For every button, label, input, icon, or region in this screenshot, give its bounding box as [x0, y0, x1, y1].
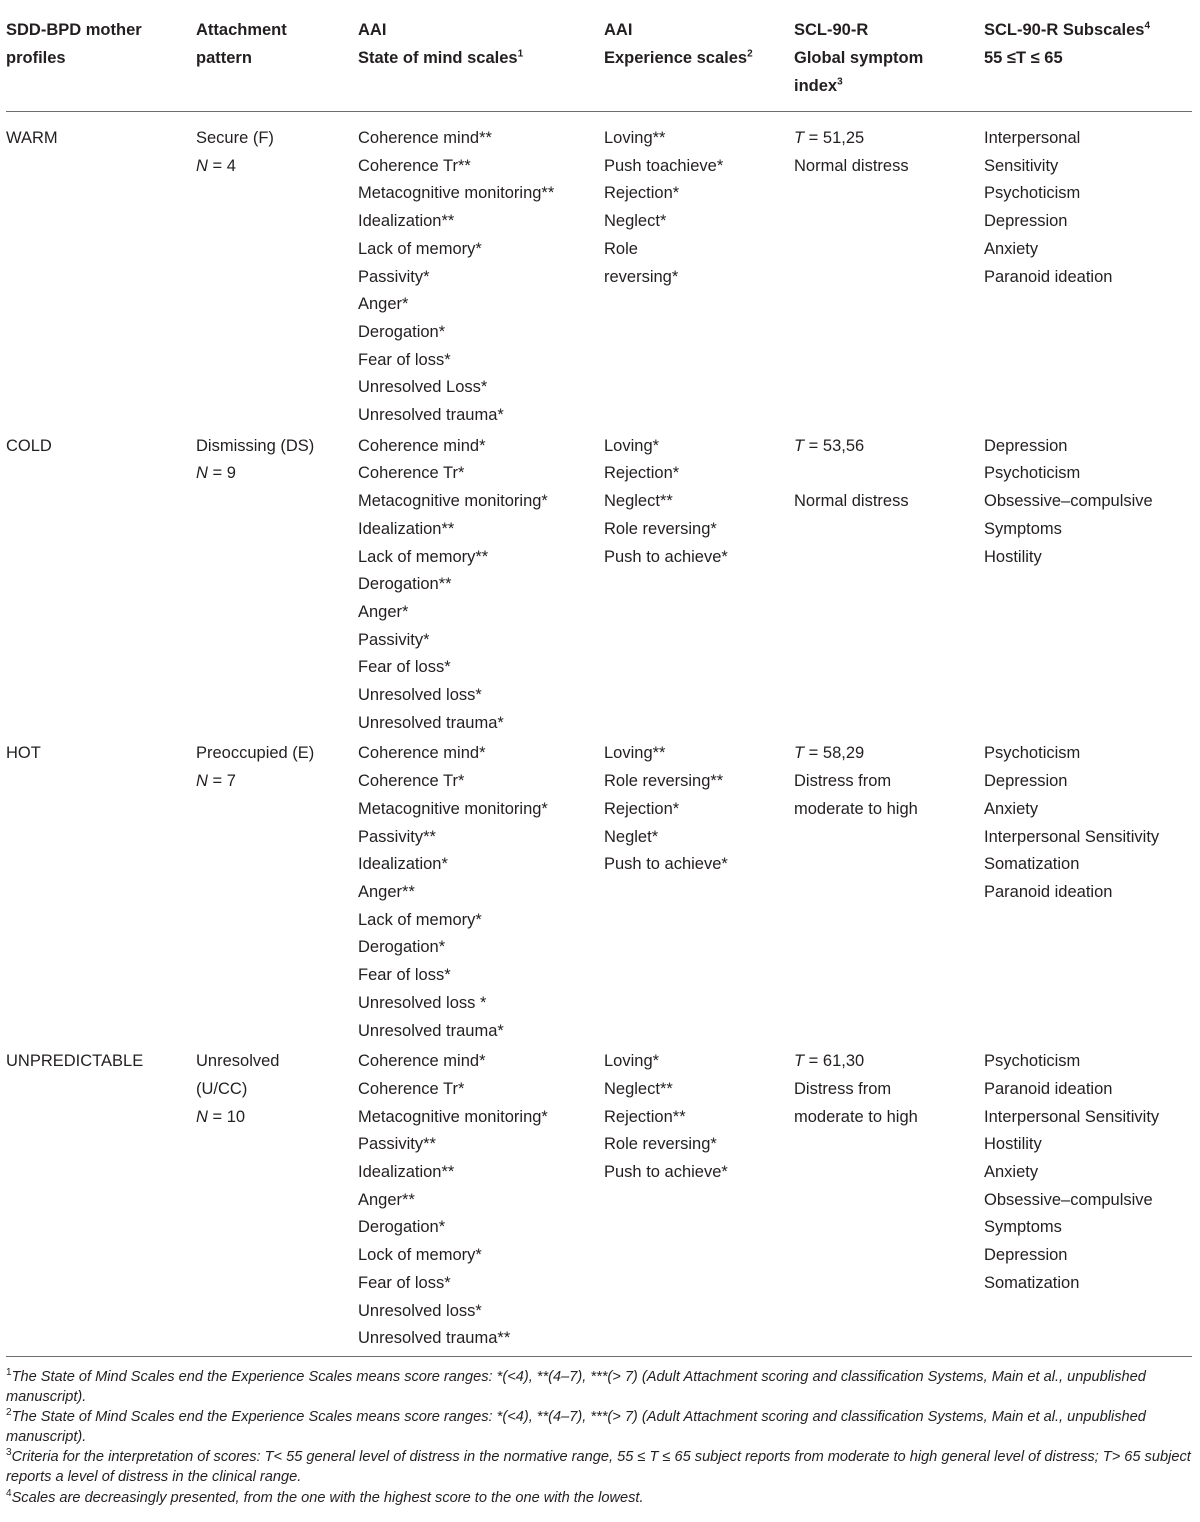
column-header: [196, 10, 358, 112]
profile-name: HOT: [6, 744, 41, 763]
experience-scale: Neglect*: [604, 212, 667, 231]
column-header-line: AAI: [604, 21, 633, 39]
spacer: [794, 460, 984, 488]
subscale: Depression: [984, 212, 1068, 231]
state-of-mind-cell: [358, 112, 604, 430]
footnotes: [6, 1368, 1192, 1509]
footnote-number: 3: [6, 1447, 12, 1459]
state-of-mind-cell: [358, 737, 604, 1045]
footnote-marker: 1: [517, 48, 524, 60]
subscale: Obsessive–compulsive: [984, 492, 1153, 511]
distress-level: moderate to high: [794, 1107, 918, 1126]
experience-scale: Role reversing**: [604, 772, 724, 791]
distress-level: Normal distress: [794, 492, 909, 511]
footnote-text: The State of Mind Scales end the Experience Scales means score ranges: *(<4), **(4–7), ***(> 7) (Adult Attachment scoring and classification Systems, Main et al., unpublished manuscript).: [6, 1409, 1146, 1445]
subscale: Interpersonal: [984, 129, 1081, 147]
column-header: [794, 10, 984, 112]
state-of-mind-scale: Unresolved trauma**: [358, 1329, 511, 1348]
state-of-mind-scale: Fear of loss*: [358, 350, 451, 369]
footnote-text: The State of Mind Scales end the Experience Scales means score ranges: *(<4), **(4–7), ***(> 7) (Adult Attachment scoring and classification Systems, Main et al., unpublished manuscript).: [6, 1369, 1146, 1405]
attachment-pattern: Secure (F): [196, 129, 274, 147]
distress-level: moderate to high: [794, 799, 918, 818]
subscales-cell: [984, 112, 1192, 430]
subscale: Anxiety: [984, 1163, 1039, 1182]
column-header-line: State of mind scales$^1$: [358, 48, 524, 67]
state-of-mind-scale: Coherence mind*: [358, 1052, 486, 1071]
profiles-table: [6, 10, 1192, 1357]
global-symptom-cell: [794, 1045, 984, 1356]
subscale: Psychoticism: [984, 1052, 1081, 1071]
footnote: [6, 1489, 1192, 1509]
experience-scale: Push toachieve*: [604, 156, 724, 175]
t-score-value: = 58,29: [804, 744, 865, 763]
state-of-mind-scale: Lack of memory*: [358, 239, 482, 258]
state-of-mind-scale: Idealization*: [358, 855, 448, 874]
attachment-cell: [196, 430, 358, 738]
state-of-mind-scale: Lock of memory*: [358, 1246, 482, 1265]
sample-size-label: N: [196, 156, 208, 175]
subscale: Depression: [984, 436, 1068, 455]
subscale: Anxiety: [984, 799, 1039, 818]
column-header-line: Attachment: [196, 21, 287, 39]
footnote-text: Criteria for the interpretation of scores: T< 55 general level of distress in the normative range, 55 ≤ T ≤ 65 subject reports from moderate to high general level of distress; T> 65 subject reports a level of distress in the clinical range.: [6, 1449, 1191, 1485]
state-of-mind-scale: Unresolved trauma*: [358, 1021, 504, 1040]
t-score: [794, 125, 984, 153]
table-row: [6, 430, 1192, 738]
t-score-label: T: [794, 129, 805, 147]
state-of-mind-scale: Coherence mind**: [358, 129, 492, 147]
profile-name: COLD: [6, 436, 52, 455]
state-of-mind-scale: Coherence Tr**: [358, 156, 471, 175]
experience-scale: Loving**: [604, 129, 666, 147]
experience-cell: [604, 1045, 794, 1356]
state-of-mind-cell: [358, 430, 604, 738]
t-score-value: = 53,56: [804, 436, 865, 455]
state-of-mind-scale: Anger*: [358, 295, 409, 314]
t-score: [794, 740, 984, 768]
state-of-mind-scale: Lack of memory**: [358, 547, 489, 566]
experience-scale: Loving*: [604, 436, 660, 455]
state-of-mind-scale: Metacognitive monitoring*: [358, 799, 548, 818]
attachment-pattern: Dismissing (DS): [196, 436, 315, 455]
attachment-cell: [196, 1045, 358, 1356]
footnote-marker: 2: [747, 48, 753, 60]
experience-scale: Loving**: [604, 744, 666, 763]
footnote: [6, 1408, 1192, 1447]
sample-size: [196, 1104, 358, 1132]
t-score-value: = 51,25: [804, 129, 865, 147]
state-of-mind-scale: Metacognitive monitoring**: [358, 184, 555, 203]
experience-scale: Rejection*: [604, 464, 680, 483]
footnote-number: 1: [6, 1367, 12, 1379]
subscale: Sensitivity: [984, 156, 1059, 175]
column-header-line: SDD-BPD mother: [6, 21, 142, 39]
table-row: [6, 1045, 1192, 1356]
state-of-mind-scale: Coherence Tr*: [358, 1079, 465, 1098]
sample-size-value: = 4: [207, 156, 236, 175]
experience-scale: Loving*: [604, 1052, 660, 1071]
t-score: [794, 1048, 984, 1076]
state-of-mind-scale: Anger*: [358, 602, 409, 621]
sample-size-value: = 9: [207, 464, 236, 483]
state-of-mind-scale: Unresolved loss*: [358, 1301, 482, 1320]
attachment-cell: [196, 737, 358, 1045]
experience-scale: Rejection*: [604, 799, 680, 818]
footnote-marker: 4: [1144, 20, 1151, 32]
experience-scale: Role: [604, 239, 638, 258]
subscale: Paranoid ideation: [984, 882, 1113, 901]
state-of-mind-scale: Fear of loss*: [358, 658, 451, 677]
state-of-mind-scale: Unresolved loss *: [358, 993, 487, 1012]
state-of-mind-scale: Fear of loss*: [358, 966, 451, 985]
subscales-cell: [984, 430, 1192, 738]
sample-size-label: N: [196, 464, 208, 483]
state-of-mind-scale: Fear of loss*: [358, 1273, 451, 1292]
subscale: Depression: [984, 772, 1068, 791]
footnote-marker: 3: [837, 76, 843, 88]
state-of-mind-scale: Metacognitive monitoring*: [358, 1107, 548, 1126]
experience-scale: Push to achieve*: [604, 547, 728, 566]
sample-size-label: N: [196, 1107, 208, 1126]
experience-scale: Rejection**: [604, 1107, 686, 1126]
subscale: Psychoticism: [984, 744, 1081, 763]
state-of-mind-scale: Derogation*: [358, 322, 446, 341]
column-header: [6, 10, 196, 112]
experience-cell: [604, 430, 794, 738]
subscales-cell: [984, 1045, 1192, 1356]
state-of-mind-scale: Coherence Tr*: [358, 464, 465, 483]
t-score-label: T: [794, 1052, 805, 1071]
subscale: Obsessive–compulsive: [984, 1190, 1153, 1209]
column-header: [358, 10, 604, 112]
attachment-cell: [196, 112, 358, 430]
subscales-cell: [984, 737, 1192, 1045]
state-of-mind-scale: Idealization**: [358, 212, 455, 231]
profile-cell: [6, 737, 196, 1045]
subscale: Depression: [984, 1246, 1068, 1265]
experience-scale: Push to achieve*: [604, 1163, 728, 1182]
footnote-number: 4: [6, 1487, 12, 1499]
state-of-mind-scale: Idealization**: [358, 1163, 455, 1182]
state-of-mind-scale: Passivity*: [358, 267, 430, 286]
experience-scale: Push to achieve*: [604, 855, 728, 874]
profile-cell: [6, 1045, 196, 1356]
experience-scale: Neglet*: [604, 827, 659, 846]
state-of-mind-scale: Derogation*: [358, 1218, 446, 1237]
profile-cell: [6, 112, 196, 430]
state-of-mind-scale: Coherence mind*: [358, 436, 486, 455]
subscale: Psychoticism: [984, 184, 1081, 203]
column-header-line: index$^3$: [794, 76, 843, 95]
subscale: Paranoid ideation: [984, 267, 1113, 286]
subscale: Psychoticism: [984, 464, 1081, 483]
subscale: Somatization: [984, 1273, 1080, 1292]
state-of-mind-scale: Passivity*: [358, 630, 430, 649]
header-row: [6, 10, 1192, 112]
distress-level: Distress from: [794, 1079, 892, 1098]
t-score-value: = 61,30: [804, 1052, 865, 1071]
state-of-mind-scale: Passivity**: [358, 1135, 436, 1154]
state-of-mind-scale: Coherence mind*: [358, 744, 486, 763]
subscale: Hostility: [984, 1135, 1042, 1154]
table-body: [6, 112, 1192, 1357]
column-header-line: AAI: [358, 21, 387, 39]
state-of-mind-scale: Unresolved Loss*: [358, 378, 488, 397]
subscale: Somatization: [984, 855, 1080, 874]
footnote: [6, 1448, 1192, 1487]
experience-cell: [604, 737, 794, 1045]
column-header: [604, 10, 794, 112]
subscale: Hostility: [984, 547, 1042, 566]
state-of-mind-scale: Coherence Tr*: [358, 772, 465, 791]
global-symptom-cell: [794, 737, 984, 1045]
state-of-mind-scale: Derogation*: [358, 938, 446, 957]
experience-scale: Role reversing*: [604, 519, 717, 538]
state-of-mind-scale: Metacognitive monitoring*: [358, 492, 548, 511]
footnote: [6, 1368, 1192, 1407]
footnote-number: 2: [6, 1407, 12, 1419]
state-of-mind-scale: Passivity**: [358, 827, 436, 846]
table-row: [6, 112, 1192, 430]
attachment-pattern-line: (U/CC): [196, 1079, 248, 1098]
experience-scale: Role reversing*: [604, 1135, 717, 1154]
subscale: Paranoid ideation: [984, 1079, 1113, 1098]
t-score-label: T: [794, 436, 805, 455]
profile-name: WARM: [6, 129, 58, 147]
sample-size: [196, 460, 358, 488]
subscale: Interpersonal Sensitivity: [984, 1107, 1160, 1126]
sample-size-value: = 7: [207, 772, 236, 791]
table-row: [6, 737, 1192, 1045]
state-of-mind-scale: Unresolved trauma*: [358, 713, 504, 732]
state-of-mind-scale: Anger**: [358, 1190, 415, 1209]
experience-scale: Neglect**: [604, 1079, 673, 1098]
profile-name: UNPREDICTABLE: [6, 1052, 144, 1071]
experience-scale: Rejection*: [604, 184, 680, 203]
footnote-text: Scales are decreasingly presented, from the one with the highest score to the one with the lowest.: [11, 1489, 644, 1506]
state-of-mind-scale: Unresolved trauma*: [358, 406, 504, 425]
profile-cell: [6, 430, 196, 738]
column-header-line: Experience scales$^2$: [604, 48, 753, 67]
column-header-line: Global symptom: [794, 49, 924, 67]
subscale: Interpersonal Sensitivity: [984, 827, 1160, 846]
subscale: Anxiety: [984, 239, 1039, 258]
state-of-mind-scale: Unresolved loss*: [358, 686, 482, 705]
subscale: Symptoms: [984, 1218, 1062, 1237]
column-header: [984, 10, 1192, 112]
sample-size: [196, 153, 358, 181]
distress-level: Distress from: [794, 772, 892, 791]
experience-scale: reversing*: [604, 267, 679, 286]
subscale: Symptoms: [984, 519, 1062, 538]
sample-size: [196, 768, 358, 796]
global-symptom-cell: [794, 112, 984, 430]
state-of-mind-cell: [358, 1045, 604, 1356]
column-header-line: 55 ≤T ≤ 65: [984, 49, 1063, 67]
sample-size-value: = 10: [207, 1107, 246, 1126]
attachment-pattern: Unresolved: [196, 1052, 280, 1071]
attachment-pattern: Preoccupied (E): [196, 744, 315, 763]
state-of-mind-scale: Derogation**: [358, 575, 452, 594]
distress-level: Normal distress: [794, 156, 909, 175]
t-score: [794, 433, 984, 461]
column-header-line: SCL-90-R Subscales$^4$: [984, 20, 1151, 39]
sample-size-label: N: [196, 772, 208, 791]
column-header-line: SCL-90-R: [794, 21, 869, 39]
t-score-label: T: [794, 744, 805, 763]
state-of-mind-scale: Lack of memory*: [358, 910, 482, 929]
state-of-mind-scale: Idealization**: [358, 519, 455, 538]
experience-cell: [604, 112, 794, 430]
column-header-line: pattern: [196, 49, 252, 67]
state-of-mind-scale: Anger**: [358, 882, 415, 901]
experience-scale: Neglect**: [604, 492, 673, 511]
column-header-line: profiles: [6, 49, 66, 67]
global-symptom-cell: [794, 430, 984, 738]
